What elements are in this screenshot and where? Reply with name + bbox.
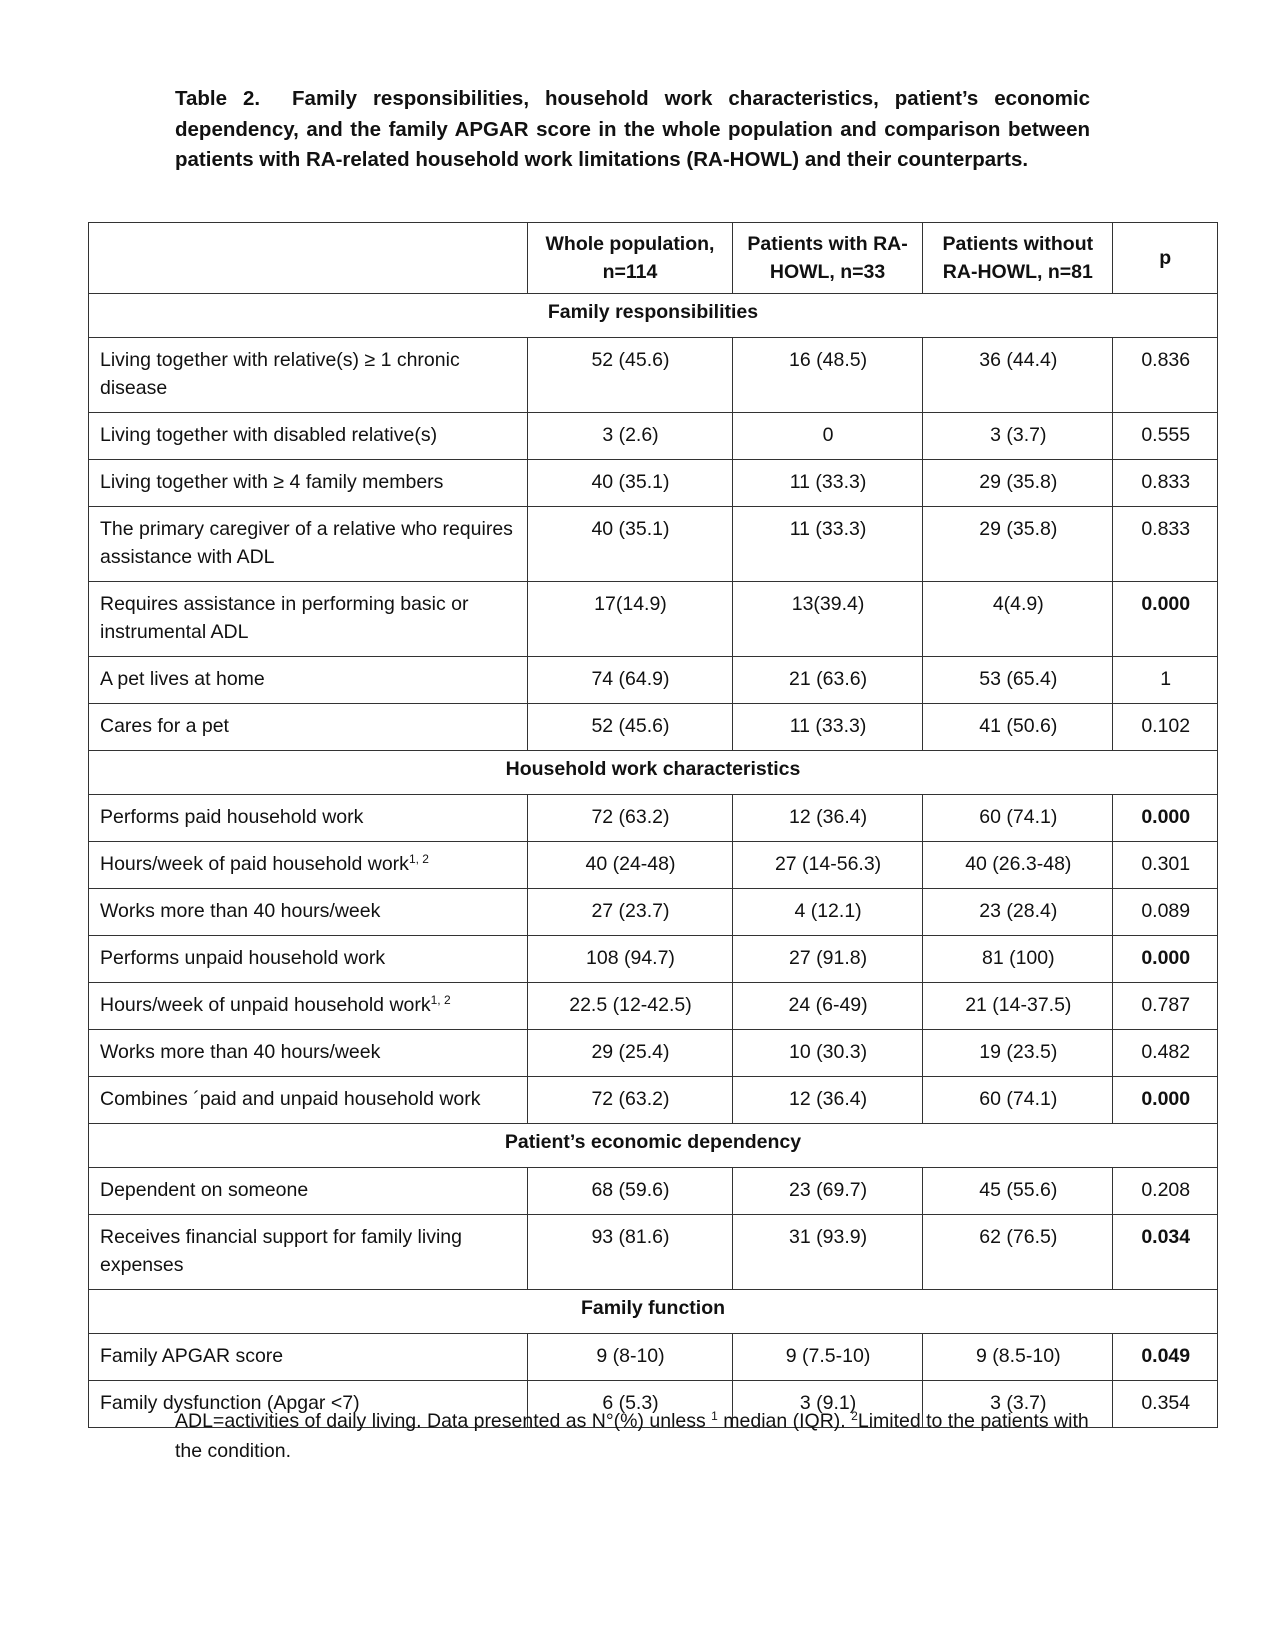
whole-population-value: 9 (8-10): [528, 1334, 733, 1381]
row-label: [89, 413, 528, 460]
row-label: [89, 1215, 528, 1290]
row-label: [89, 704, 528, 751]
p-value: 0.089: [1113, 889, 1218, 936]
p-value: 1: [1113, 657, 1218, 704]
table-row: [89, 582, 1218, 657]
footnote-part1: ADL=activities of daily living. Data presented as N°(%) unless: [175, 1410, 712, 1432]
with-ra-howl-value: 0: [732, 413, 922, 460]
row-label: [89, 338, 528, 413]
p-value: 0.833: [1113, 507, 1218, 582]
row-label-text: Living together with ≥ 4 family members: [100, 471, 444, 493]
table-header-row: [89, 223, 1218, 294]
header-empty-cell: [89, 223, 528, 294]
section-header-row: [89, 1290, 1218, 1334]
whole-population-value: 52 (45.6): [528, 704, 733, 751]
table-caption: [175, 84, 1090, 176]
table-row: [89, 1215, 1218, 1290]
without-ra-howl-value: 9 (8.5-10): [923, 1334, 1113, 1381]
row-label: [89, 582, 528, 657]
without-ra-howl-value: 29 (35.8): [923, 507, 1113, 582]
row-label: [89, 983, 528, 1030]
whole-population-value: 40 (35.1): [528, 507, 733, 582]
p-value: 0.482: [1113, 1030, 1218, 1077]
row-label-text: Family APGAR score: [100, 1345, 284, 1367]
row-label-text: Cares for a pet: [100, 715, 229, 737]
row-label-text: A pet lives at home: [100, 668, 265, 690]
p-value: 0.787: [1113, 983, 1218, 1030]
row-label: [89, 936, 528, 983]
with-ra-howl-value: 16 (48.5): [732, 338, 922, 413]
p-value: 0.000: [1113, 936, 1218, 983]
table-row: [89, 1077, 1218, 1124]
caption-label: Table 2.: [175, 87, 261, 110]
row-label-superscript: 1, 2: [430, 993, 451, 1007]
row-label-text: Performs unpaid household work: [100, 947, 386, 969]
row-label-text: Living together with relative(s) ≥ 1 chronic disease: [100, 349, 460, 399]
without-ra-howl-value: 81 (100): [923, 936, 1113, 983]
section-title: Patient’s economic dependency: [89, 1124, 1218, 1168]
without-ra-howl-value: 60 (74.1): [923, 795, 1113, 842]
section-title: Household work characteristics: [89, 751, 1218, 795]
without-ra-howl-value: 53 (65.4): [923, 657, 1113, 704]
without-ra-howl-value: 40 (26.3-48): [923, 842, 1113, 889]
row-label: [89, 507, 528, 582]
caption-text: Family responsibilities, household work characteristics, patient’s economic dependency, and the family APGAR score in the whole population and comparison between patients with RA-related household work limitations (RA-HOWL) and their counterparts.: [175, 87, 1090, 171]
with-ra-howl-value: 12 (36.4): [732, 795, 922, 842]
with-ra-howl-value: 13(39.4): [732, 582, 922, 657]
p-value: 0.034: [1113, 1215, 1218, 1290]
section-header-row: [89, 1124, 1218, 1168]
row-label-text: Works more than 40 hours/week: [100, 1041, 381, 1063]
results-table: [88, 222, 1218, 1428]
table-row: [89, 936, 1218, 983]
without-ra-howl-value: 62 (76.5): [923, 1215, 1113, 1290]
p-value: 0.833: [1113, 460, 1218, 507]
header-patients-with-ra-howl: Patients with RA-HOWL, n=33: [732, 223, 922, 294]
row-label-superscript: 1, 2: [408, 852, 429, 866]
whole-population-value: 108 (94.7): [528, 936, 733, 983]
with-ra-howl-value: 12 (36.4): [732, 1077, 922, 1124]
with-ra-howl-value: 10 (30.3): [732, 1030, 922, 1077]
without-ra-howl-value: 23 (28.4): [923, 889, 1113, 936]
with-ra-howl-value: 9 (7.5-10): [732, 1334, 922, 1381]
row-label-text: Dependent on someone: [100, 1179, 309, 1201]
without-ra-howl-value: 3 (3.7): [923, 1381, 1113, 1428]
row-label: [89, 460, 528, 507]
p-value: 0.354: [1113, 1381, 1218, 1428]
whole-population-value: 17(14.9): [528, 582, 733, 657]
row-label-text: Combines ´paid and unpaid household work: [100, 1088, 481, 1110]
with-ra-howl-value: 11 (33.3): [732, 507, 922, 582]
whole-population-value: 68 (59.6): [528, 1168, 733, 1215]
p-value: 0.102: [1113, 704, 1218, 751]
row-label-text: Family dysfunction (Apgar <7): [100, 1392, 360, 1414]
row-label-text: Requires assistance in performing basic or instrumental ADL: [100, 593, 469, 643]
row-label: [89, 1030, 528, 1077]
row-label-text: Hours/week of unpaid household work: [100, 994, 431, 1016]
p-value: 0.301: [1113, 842, 1218, 889]
p-value: 0.000: [1113, 795, 1218, 842]
row-label-text: Works more than 40 hours/week: [100, 900, 381, 922]
footnote-part3: Limited to the patients with the condition.: [175, 1410, 1089, 1462]
without-ra-howl-value: 29 (35.8): [923, 460, 1113, 507]
p-value: 0.000: [1113, 582, 1218, 657]
whole-population-value: 3 (2.6): [528, 413, 733, 460]
p-value: 0.836: [1113, 338, 1218, 413]
without-ra-howl-value: 19 (23.5): [923, 1030, 1113, 1077]
with-ra-howl-value: 4 (12.1): [732, 889, 922, 936]
row-label: [89, 889, 528, 936]
row-label: [89, 657, 528, 704]
whole-population-value: 72 (63.2): [528, 795, 733, 842]
without-ra-howl-value: 45 (55.6): [923, 1168, 1113, 1215]
whole-population-value: 74 (64.9): [528, 657, 733, 704]
table-row: [89, 657, 1218, 704]
without-ra-howl-value: 21 (14-37.5): [923, 983, 1113, 1030]
table-row: [89, 795, 1218, 842]
whole-population-value: 93 (81.6): [528, 1215, 733, 1290]
without-ra-howl-value: 4(4.9): [923, 582, 1113, 657]
without-ra-howl-value: 3 (3.7): [923, 413, 1113, 460]
header-patients-without-ra-howl: Patients without RA-HOWL, n=81: [923, 223, 1113, 294]
whole-population-value: 27 (23.7): [528, 889, 733, 936]
row-label: [89, 1077, 528, 1124]
table-row: [89, 1168, 1218, 1215]
with-ra-howl-value: 24 (6-49): [732, 983, 922, 1030]
with-ra-howl-value: 3 (9.1): [732, 1381, 922, 1428]
with-ra-howl-value: 27 (14-56.3): [732, 842, 922, 889]
with-ra-howl-value: 11 (33.3): [732, 704, 922, 751]
row-label-text: Living together with disabled relative(s): [100, 424, 438, 446]
row-label-text: Hours/week of paid household work: [100, 853, 409, 875]
whole-population-value: 22.5 (12-42.5): [528, 983, 733, 1030]
p-value: 0.049: [1113, 1334, 1218, 1381]
with-ra-howl-value: 31 (93.9): [732, 1215, 922, 1290]
table-row: [89, 460, 1218, 507]
table-row: [89, 1030, 1218, 1077]
table-body: [89, 223, 1218, 1428]
p-value: 0.000: [1113, 1077, 1218, 1124]
row-label: [89, 1168, 528, 1215]
section-header-row: [89, 751, 1218, 795]
with-ra-howl-value: 23 (69.7): [732, 1168, 922, 1215]
section-title: Family function: [89, 1290, 1218, 1334]
row-label: [89, 1334, 528, 1381]
with-ra-howl-value: 11 (33.3): [732, 460, 922, 507]
table-row: [89, 889, 1218, 936]
without-ra-howl-value: 41 (50.6): [923, 704, 1113, 751]
section-title: Family responsibilities: [89, 294, 1218, 338]
whole-population-value: 6 (5.3): [528, 1381, 733, 1428]
header-p-value: p: [1113, 223, 1218, 294]
without-ra-howl-value: 60 (74.1): [923, 1077, 1113, 1124]
whole-population-value: 40 (24-48): [528, 842, 733, 889]
row-label-text: Performs paid household work: [100, 806, 364, 828]
table-row: [89, 704, 1218, 751]
table-row: [89, 1334, 1218, 1381]
header-whole-population: Whole population, n=114: [528, 223, 733, 294]
table-row: [89, 338, 1218, 413]
table-row: [89, 983, 1218, 1030]
p-value: 0.555: [1113, 413, 1218, 460]
footnote-sup1: 1: [711, 1409, 718, 1423]
with-ra-howl-value: 21 (63.6): [732, 657, 922, 704]
whole-population-value: 29 (25.4): [528, 1030, 733, 1077]
section-header-row: [89, 294, 1218, 338]
whole-population-value: 72 (63.2): [528, 1077, 733, 1124]
row-label: [89, 842, 528, 889]
table-row: [89, 413, 1218, 460]
with-ra-howl-value: 27 (91.8): [732, 936, 922, 983]
table-row: [89, 507, 1218, 582]
table-row: [89, 842, 1218, 889]
footnote-sup2: 2: [851, 1409, 858, 1423]
without-ra-howl-value: 36 (44.4): [923, 338, 1113, 413]
whole-population-value: 40 (35.1): [528, 460, 733, 507]
footnote-part2: median (IQR).: [717, 1410, 852, 1432]
table-footnote: [175, 1406, 1095, 1466]
row-label-text: Receives financial support for family living expenses: [100, 1226, 462, 1276]
row-label-text: The primary caregiver of a relative who requires assistance with ADL: [100, 518, 513, 568]
row-label: [89, 795, 528, 842]
p-value: 0.208: [1113, 1168, 1218, 1215]
whole-population-value: 52 (45.6): [528, 338, 733, 413]
